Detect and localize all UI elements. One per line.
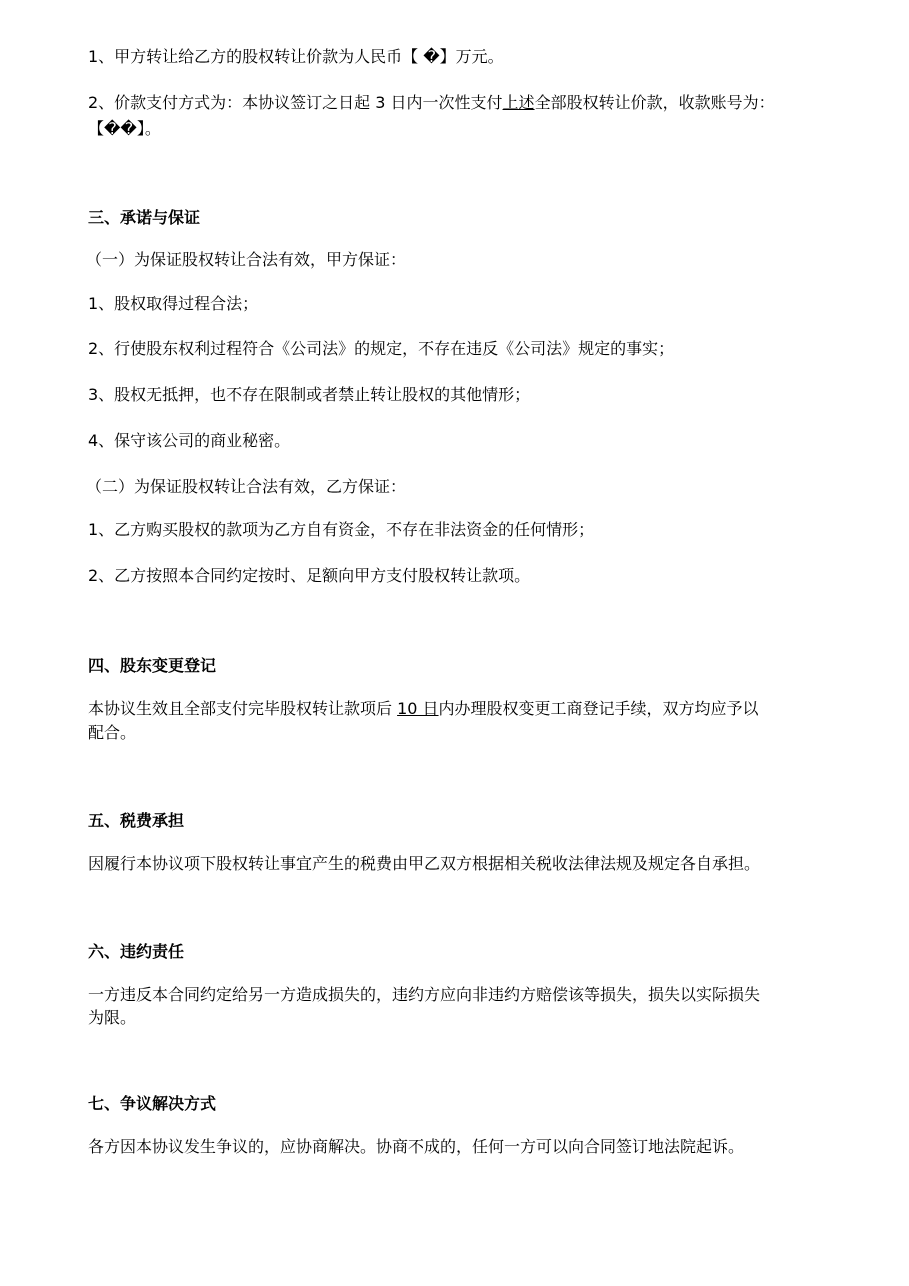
- price-item-2-text: 2、价款支付方式为：本协议签订之日起 3 日内一次性支付: [88, 93, 503, 112]
- section-6-title: 六、违约责任: [88, 942, 185, 961]
- section-5-text: 因履行本协议项下股权转让事宜产生的税费由甲乙双方根据相关税收法律法规及规定各自承担。: [88, 854, 761, 873]
- section-3-item-b2: 2、乙方按照本合同约定按时、足额向甲方支付股权转让款项。: [88, 566, 531, 585]
- price-item-2-underlined: 上述: [502, 93, 535, 112]
- price-item-2-text-tail: 全部股权转让价款，收款账号为：: [534, 93, 775, 112]
- price-item-2-account: 【��】。: [88, 119, 161, 138]
- section-6-text-line-2: 为限。: [88, 1008, 137, 1027]
- section-4-text-underlined: 10 日: [397, 699, 439, 718]
- section-5-title: 五、税费承担: [88, 811, 185, 830]
- price-item-2: [88, 92, 775, 114]
- price-item-1: 1、甲方转让给乙方的股权转让价款为人民币【 �】万元。: [88, 47, 504, 66]
- section-4-text-line-2: 配合。: [88, 723, 137, 742]
- section-3-item-a2: 2、行使股东权利过程符合《公司法》的规定，不存在违反《公司法》规定的事实；: [88, 339, 675, 358]
- section-6-text: 一方违反本合同约定给另一方造成损失的，违约方应向非违约方赔偿该等损失，损失以实际损失: [88, 985, 761, 1004]
- section-3-title: 三、承诺与保证: [88, 208, 201, 227]
- section-7-text: 各方因本协议发生争议的，应协商解决。协商不成的，任何一方可以向合同签订地法院起诉。: [88, 1137, 745, 1156]
- section-4-text: [88, 698, 759, 720]
- section-3-item-a3: 3、股权无抵押，也不存在限制或者禁止转让股权的其他情形；: [88, 385, 531, 404]
- section-4-text-head: 本协议生效且全部支付完毕股权转让款项后: [88, 699, 398, 718]
- section-3-item-b1: 1、乙方购买股权的款项为乙方自有资金，不存在非法资金的任何情形；: [88, 520, 595, 539]
- section-4-title: 四、股东变更登记: [88, 656, 217, 675]
- section-7-title: 七、争议解决方式: [88, 1094, 217, 1113]
- section-3-sub-1: （一）为保证股权转让合法有效，甲方保证：: [86, 250, 407, 269]
- section-3-item-a4: 4、保守该公司的商业秘密。: [88, 431, 291, 450]
- section-3-sub-2: （二）为保证股权转让合法有效，乙方保证：: [86, 477, 407, 496]
- section-3-item-a1: 1、股权取得过程合法；: [88, 294, 259, 313]
- section-4-text-tail: 内办理股权变更工商登记手续，双方均应予以: [438, 699, 759, 718]
